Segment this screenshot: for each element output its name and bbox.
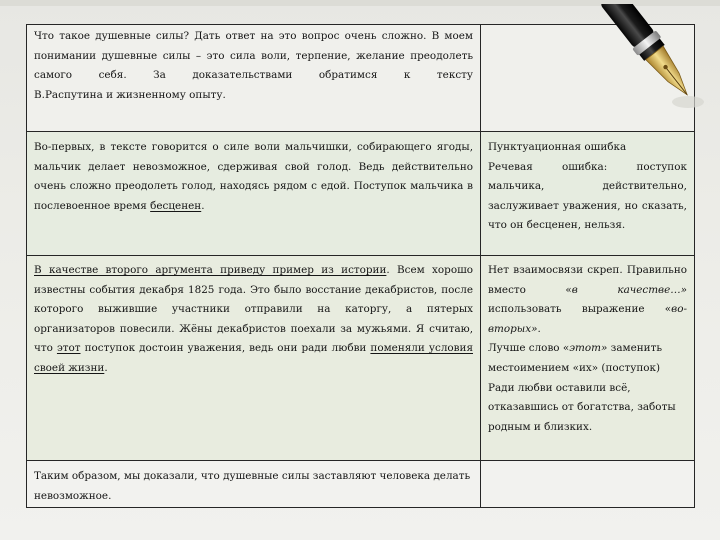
intro-last-line: В.Распутина и жизненному опыту. xyxy=(34,88,226,101)
cell-argument-2-text xyxy=(27,256,481,461)
underlined-second-argument: В качестве второго аргумента приведу пример из истории xyxy=(34,264,387,276)
argument-1-text-b: . xyxy=(201,199,205,212)
comment-connection xyxy=(488,261,687,339)
underlined-etot: этот xyxy=(56,342,81,355)
conclusion-paragraph: Таким образом, мы доказали, что душевные силы заставляют человека делать невозможное. xyxy=(34,470,471,502)
underlined-changed-conditions: поменяли условия своей жизни xyxy=(34,342,473,374)
comment-connection-a: Нет взаимосвязи скреп. Правильно вместо « xyxy=(488,264,687,296)
cell-intro-text xyxy=(27,25,481,132)
table-row-intro xyxy=(27,25,695,132)
argument-2-text-2: поступок достоин уважения, ведь они ради любви xyxy=(80,342,371,355)
table-row-conclusion xyxy=(27,461,695,508)
comment-connection-c: . xyxy=(537,322,541,335)
argument-2-paragraph xyxy=(34,261,473,379)
comment-connection-italic-1: в качестве…» xyxy=(571,283,687,296)
argument-2-text-1: . Всем хорошо известны события декабря 1825 года. Это было восстание декабристов, после которого выжившие участники отправили на каторгу, а пятерых организаторов повесили. Жёны декабристов поехали за мужьями. Я считаю, что xyxy=(34,264,473,355)
cell-argument-2-comment xyxy=(481,256,695,461)
fountain-pen-icon xyxy=(600,4,720,116)
cell-conclusion-comment xyxy=(481,461,695,508)
comment-speech-error: Речевая ошибка: поступок мальчика, действительно, заслуживает уважения, но сказать, что он бесценен, нельзя. xyxy=(488,160,687,232)
cell-conclusion-text xyxy=(27,461,481,508)
comment-connection-italic-2: во-вторых» xyxy=(488,303,687,335)
comment-connection-b: использовать выражение « xyxy=(488,303,672,316)
essay-review-table xyxy=(26,24,695,508)
comment-word-replace-b: заменить местоимением «их» (поступок) xyxy=(488,342,663,374)
argument-1-paragraph xyxy=(34,138,473,216)
argument-1-text-a: Во-первых, в тексте говорится о силе воли мальчишки, собирающего ягоды, мальчик делает невозможное, сдерживая свой голод. Ведь действительно очень сложно преодолеть голод, находясь рядом с едой. Поступок мальчика в послевоенное время xyxy=(34,141,473,212)
cell-argument-1-text xyxy=(27,132,481,256)
comment-word-replace-italic: этот» xyxy=(569,342,608,355)
intro-paragraph: Что такое душевные силы? Дать ответ на это вопрос очень сложно. В моем понимании душевные силы – это сила воли, терпение, желание преодолеть самого себя. За доказательствами обратимся к тексту xyxy=(34,30,473,82)
comment-punctuation-error: Пунктуационная ошибка xyxy=(488,141,627,153)
comment-word-replace xyxy=(488,339,687,378)
argument-2-text-3: . xyxy=(104,361,108,374)
comment-word-replace-a: Лучше слово « xyxy=(488,342,570,355)
underlined-bestsenen: бесценен xyxy=(150,199,202,212)
table-row-argument-2 xyxy=(27,256,695,461)
cell-argument-1-comment xyxy=(481,132,695,256)
comment-love: Ради любви оставили всё, отказавшись от богатства, заботы родным и близких. xyxy=(488,381,676,433)
table-row-argument-1 xyxy=(27,132,695,256)
